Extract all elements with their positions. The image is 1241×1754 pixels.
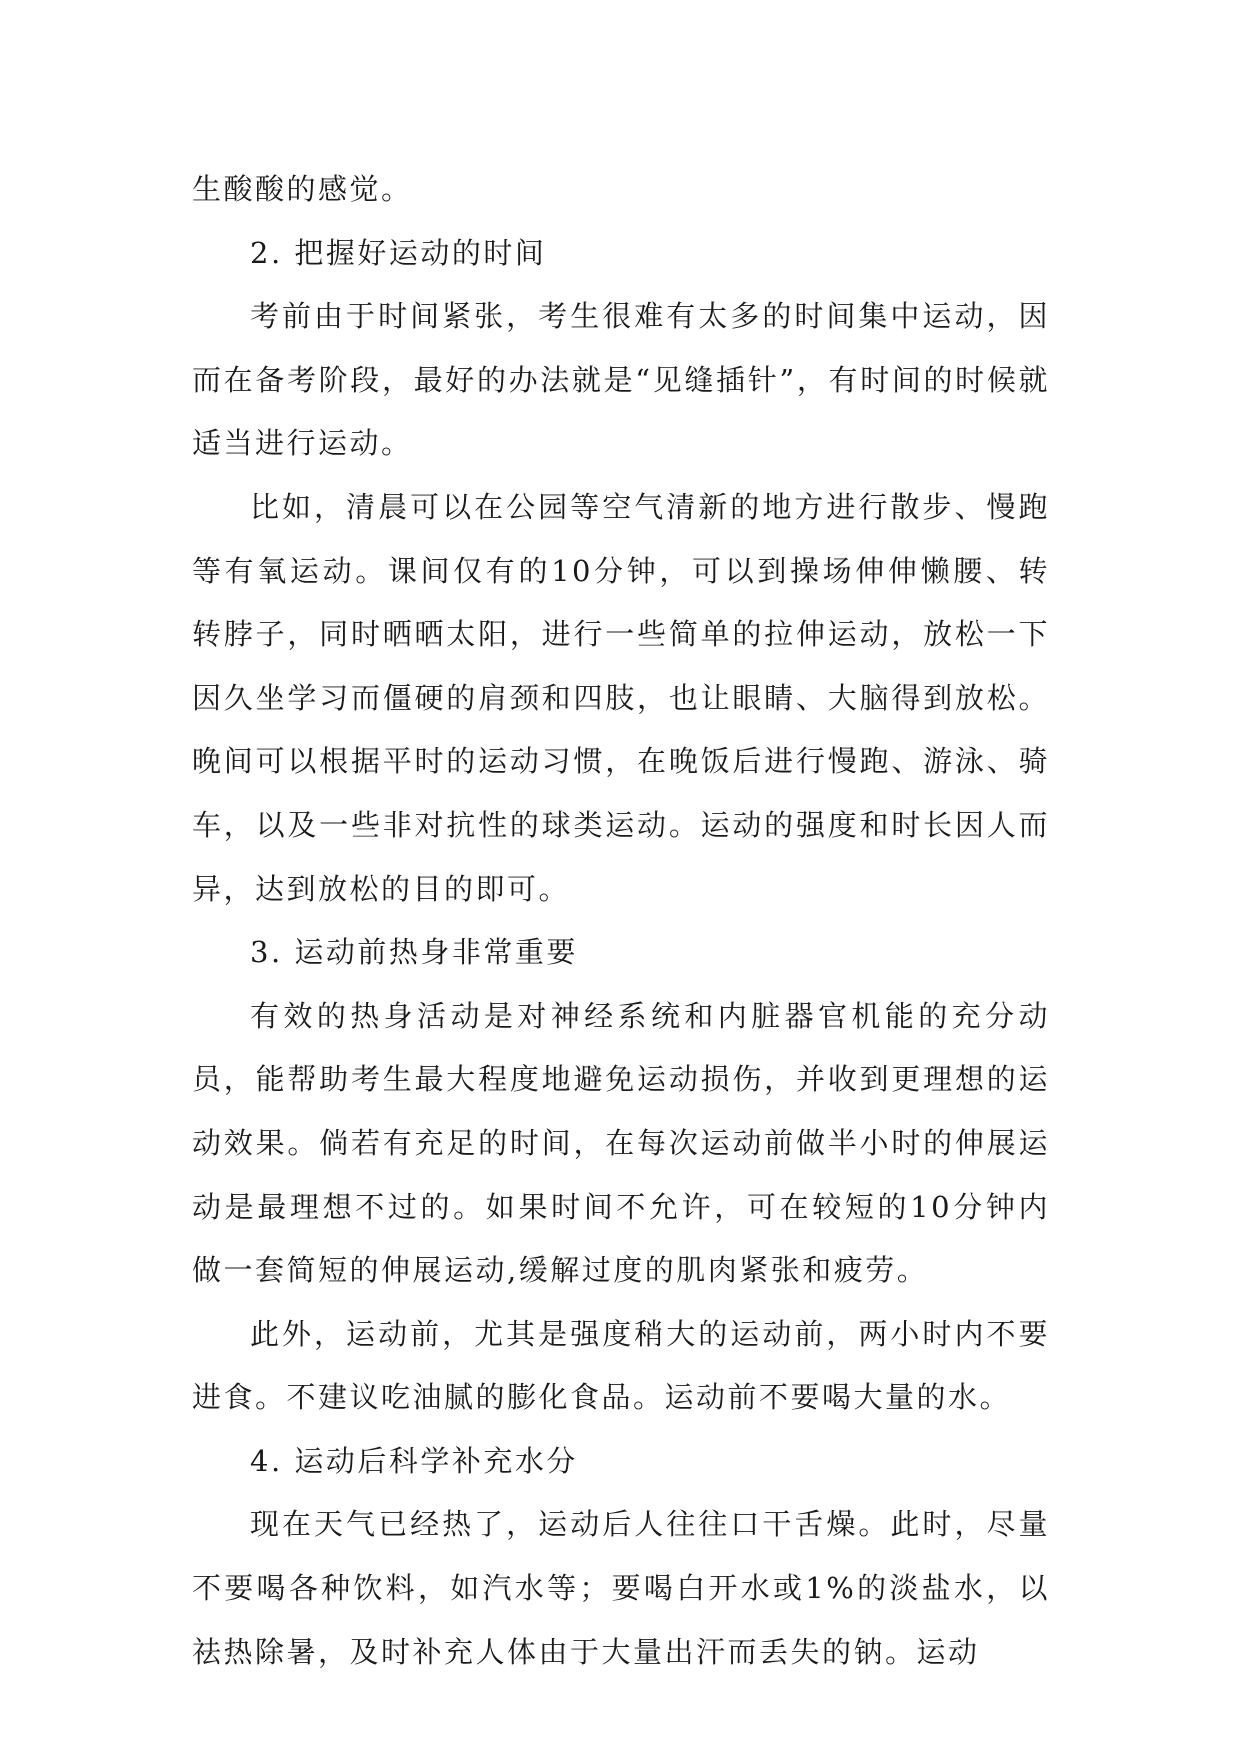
- paragraph: 考前由于时间紧张，考生很难有太多的时间集中运动，因而在备考阶段，最好的办法就是“见缝插针”，有时间的时候就适当进行运动。: [192, 299, 1050, 461]
- paragraph: 现在天气已经热了，运动后人往往口干舌燥。此时，尽量不要喝各种饮料，如汽水等；要喝白开水或1%的淡盐水，以祛热除暑，及时补充人体由于大量出汗而丢失的钠。运动: [192, 1507, 1050, 1669]
- document-body: [192, 158, 1050, 1684]
- section-heading-4: 4. 运动后科学补充水分: [250, 1443, 578, 1478]
- section-heading-3: 3. 运动前热身非常重要: [250, 935, 578, 970]
- paragraph: 比如，清晨可以在公园等空气清新的地方进行散步、慢跑等有氧运动。课间仅有的10分钟，可以到操场伸伸懒腰、转转脖子，同时晒晒太阳，进行一些简单的拉伸运动，放松一下因久坐学习而僵硬的肩颈和四肢，也让眼睛、大脑得到放松。晚间可以根据平时的运动习惯，在晚饭后进行慢跑、游泳、骑车，以及一些非对抗性的球类运动。运动的强度和时长因人而异，达到放松的目的即可。: [192, 489, 1050, 906]
- section-heading-2: 2. 把握好运动的时间: [250, 235, 547, 270]
- paragraph-continuation: 生酸酸的感觉。: [192, 172, 413, 206]
- paragraph: 有效的热身活动是对神经系统和内脏器官机能的充分动员，能帮助考生最大程度地避免运动损伤，并收到更理想的运动效果。倘若有充足的时间，在每次运动前做半小时的伸展运动是最理想不过的。如果时间不允许，可在较短的10分钟内做一套简短的伸展运动,缓解过度的肌肉紧张和疲劳。: [192, 998, 1050, 1288]
- paragraph: 此外，运动前，尤其是强度稍大的运动前，两小时内不要进食。不建议吃油腻的膨化食品。运动前不要喝大量的水。: [192, 1316, 1050, 1415]
